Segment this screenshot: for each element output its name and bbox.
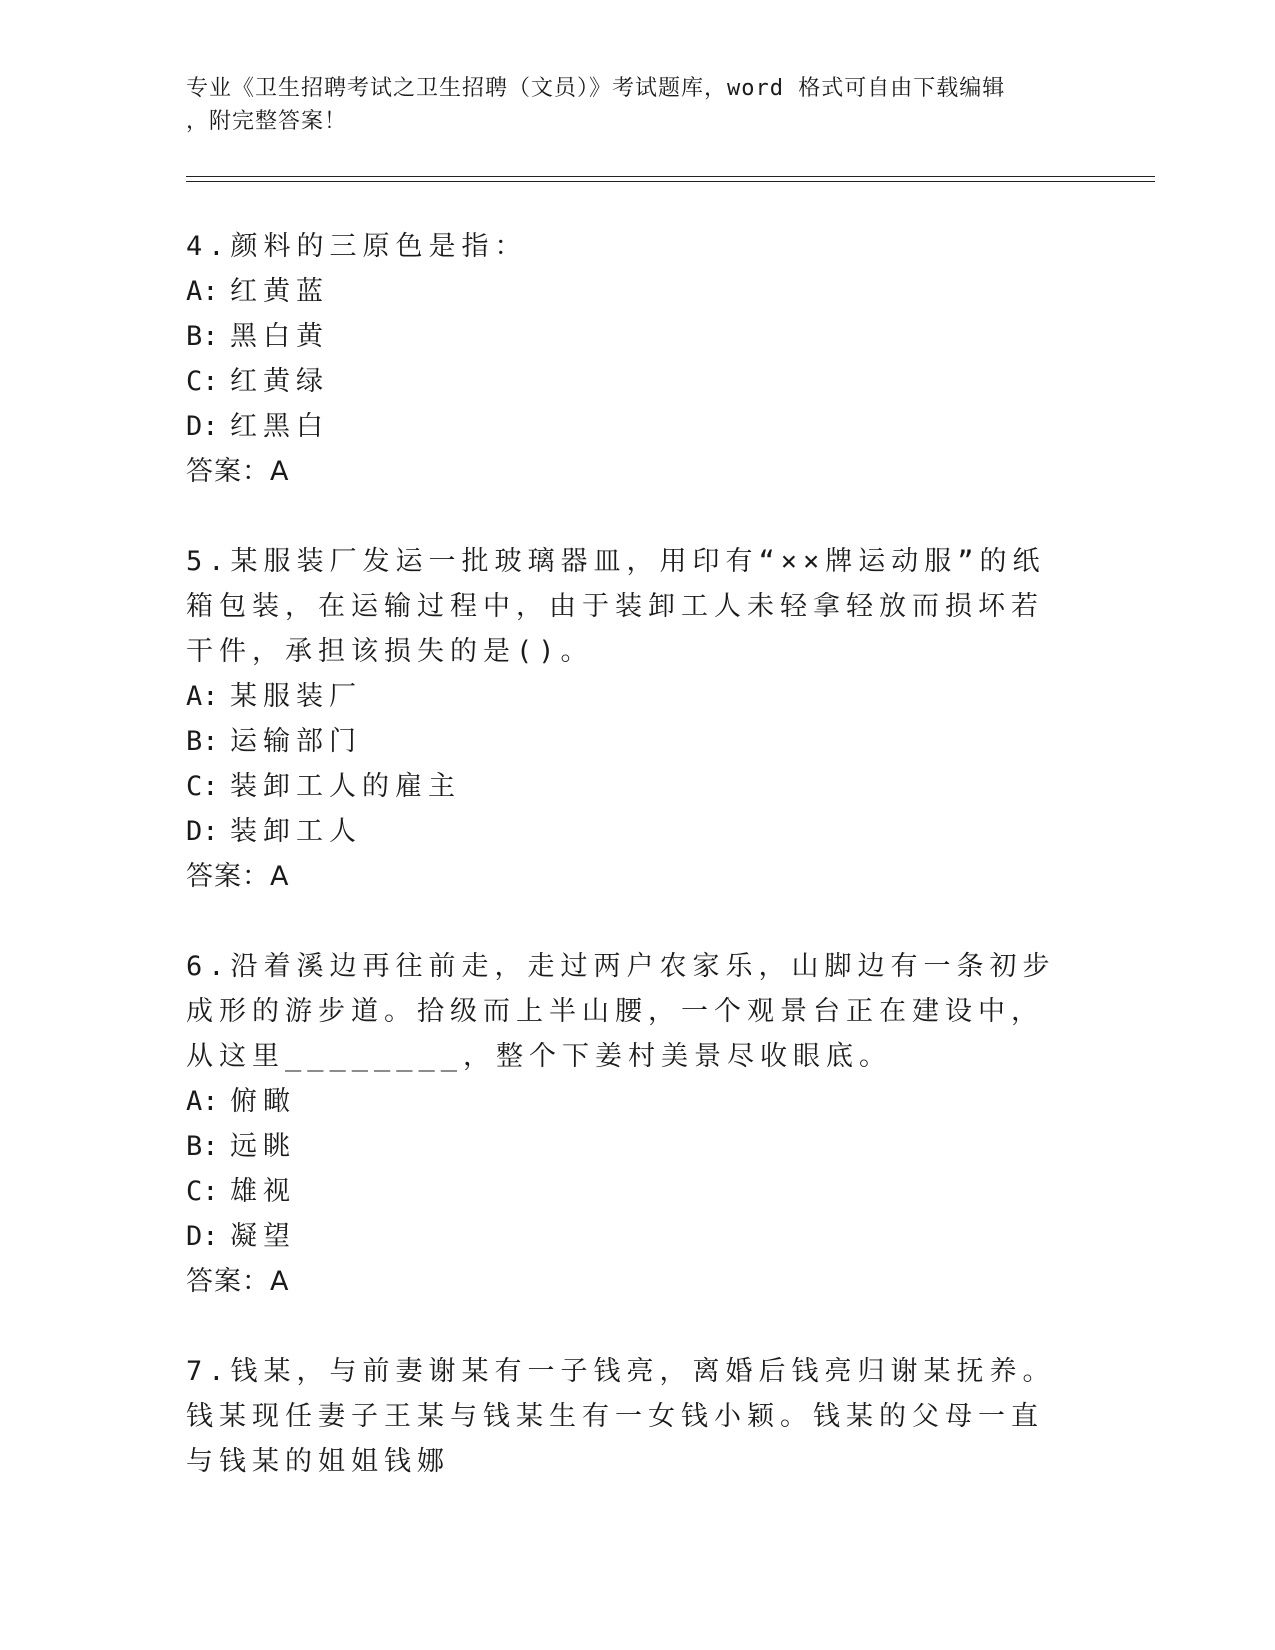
- option-a: [186, 674, 1066, 719]
- question-7: [186, 1349, 1066, 1484]
- option-text: 运输部门: [230, 726, 362, 757]
- option-d: [186, 809, 1066, 854]
- question-stem: 5.某服装厂发运一批玻璃器皿，用印有“××牌运动服”的纸箱包装，在运输过程中，由于装卸工人未轻拿轻放而损坏若干件，承担该损失的是()。: [186, 546, 1046, 667]
- question-list: [186, 224, 1066, 1529]
- question-stem: 4.颜料的三原色是指：: [186, 231, 528, 262]
- question-stem: 7.钱某，与前妻谢某有一子钱亮，离婚后钱亮归谢某抚养。钱某现任妻子王某与钱某生有一女钱小颖。钱某的父母一直与钱某的姐姐钱娜: [186, 1356, 1056, 1477]
- option-key: A:: [186, 276, 219, 307]
- option-text: 雄视: [230, 1176, 296, 1207]
- option-key: C:: [186, 771, 219, 802]
- option-key: B:: [186, 1131, 219, 1162]
- option-key: C:: [186, 1176, 219, 1207]
- option-text: 装卸工人: [230, 816, 362, 847]
- option-d: [186, 404, 1066, 449]
- question-stem: 6.沿着溪边再往前走，走过两户农家乐，山脚边有一条初步成形的游步道。拾级而上半山腰，一个观景台正在建设中，从这里________，整个下姜村美景尽收眼底。: [186, 951, 1056, 1072]
- option-key: D:: [186, 816, 219, 847]
- header-line-1: 专业《卫生招聘考试之卫生招聘（文员）》考试题库，word 格式可自由下载编辑: [186, 76, 1006, 101]
- option-key: D:: [186, 1221, 219, 1252]
- option-text: 装卸工人的雇主: [230, 771, 461, 802]
- option-text: 远眺: [230, 1131, 296, 1162]
- question-6: [186, 944, 1066, 1304]
- option-key: A:: [186, 1086, 219, 1117]
- question-4: [186, 224, 1066, 494]
- option-text: 凝望: [230, 1221, 296, 1252]
- answer-line: 答案：A: [186, 456, 290, 487]
- option-a: [186, 269, 1066, 314]
- option-text: 黑白黄: [230, 321, 329, 352]
- option-key: C:: [186, 366, 219, 397]
- answer-line: 答案：A: [186, 1266, 290, 1297]
- option-key: D:: [186, 411, 219, 442]
- header-divider-bottom: [186, 181, 1155, 182]
- option-a: [186, 1079, 1066, 1124]
- option-b: [186, 719, 1066, 764]
- option-d: [186, 1214, 1066, 1259]
- question-5: [186, 539, 1066, 899]
- option-c: [186, 764, 1066, 809]
- header-line-2: ，附完整答案！: [186, 109, 348, 134]
- option-c: [186, 359, 1066, 404]
- option-text: 俯瞰: [230, 1086, 296, 1117]
- option-text: 某服装厂: [230, 681, 362, 712]
- document-header: [186, 72, 1066, 138]
- option-text: 红黄绿: [230, 366, 329, 397]
- option-b: [186, 314, 1066, 359]
- option-c: [186, 1169, 1066, 1214]
- option-key: B:: [186, 321, 219, 352]
- option-key: A:: [186, 681, 219, 712]
- answer-line: 答案：A: [186, 861, 290, 892]
- header-divider-top: [186, 176, 1155, 177]
- option-text: 红黑白: [230, 411, 329, 442]
- option-key: B:: [186, 726, 219, 757]
- option-b: [186, 1124, 1066, 1169]
- option-text: 红黄蓝: [230, 276, 329, 307]
